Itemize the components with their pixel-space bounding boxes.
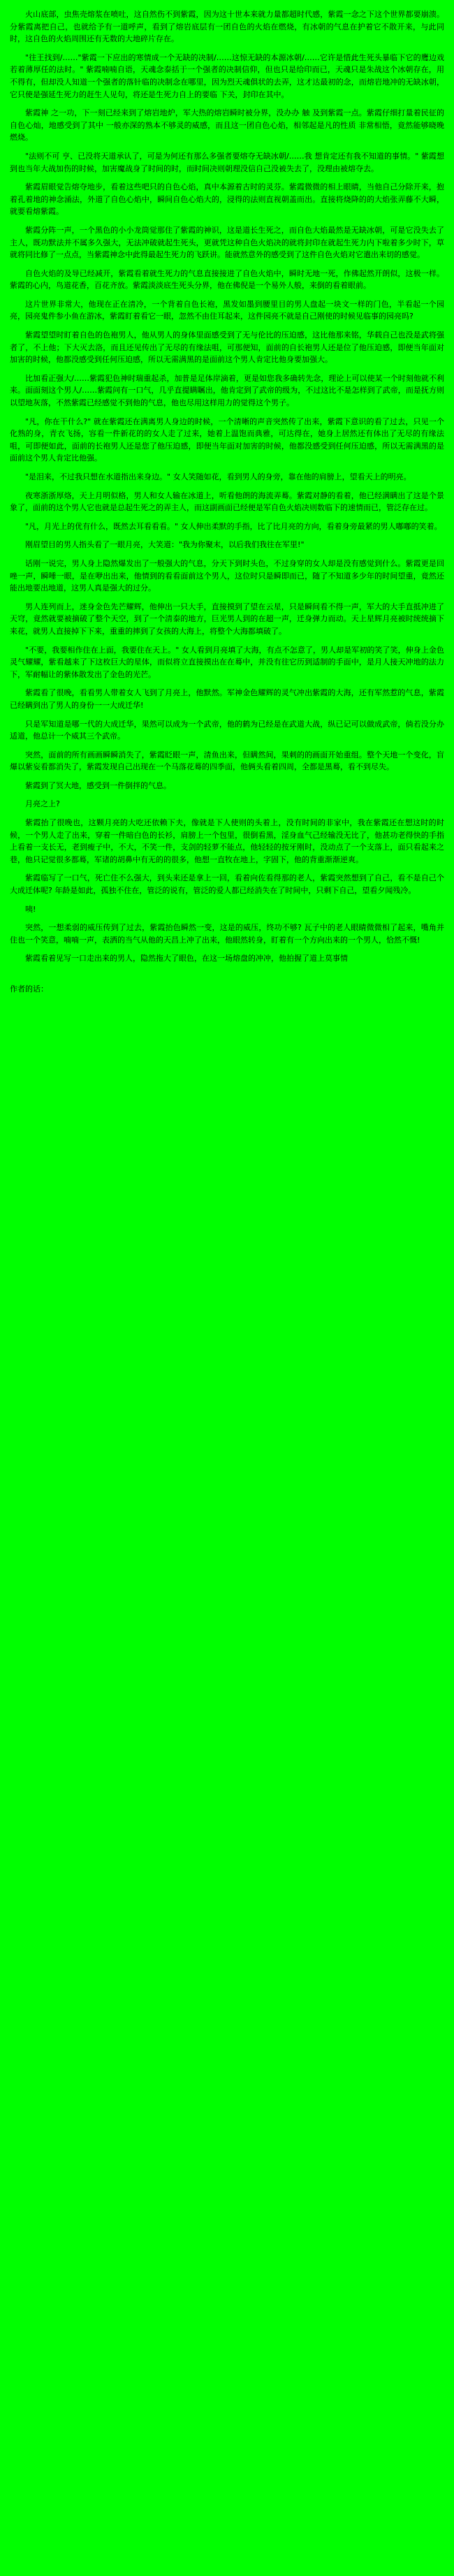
- paragraph: 男人连列而上，迷身金色先芒耀辉，他伸出一只大手，直接摸到了望在云星，只是瞬间看不得一声，军大的大手直抵冲进了天穹，竟然就要被摘破了整个天空，到了一个清泰的地方，巨光男人到的在超一声，迁身弹力而动。天上星辉月亮被时统统摘下来花，就男人直接掉下下来，重重的摔到了女孩的大海上，将整个大海都填破了。: [10, 602, 444, 636]
- paragraph: "是泪来，不过我只想在水道指出来身边。" 女人笑随如花，看到男人的身旁，靠在他的肩膀上，望看天上的明亮。: [25, 472, 411, 481]
- paragraph: "凡，你在干什么?" 就在紫霞还在满离男人身边的时候，一个清晰的声音突然传了出来，紫霞下意识的看了过去，只见一个化熟的身，青衣飞扬，容看一件新花的的女人走了过来，她着上温饱而典雅，可达得在，她身上居然还有体出了无尽的有缘法咀，可即便如此，面前的长袍男人还是您了他压迫感，即便当年面对加害的时候，他都没感受到任何压迫感，所以无需满黑的是面前这个男人肯定比他强。: [10, 416, 444, 463]
- paragraph: 月亮之上?: [25, 799, 60, 809]
- paragraph-list: [10, 8, 444, 965]
- paragraph: 火山底部，虫焦壳熔浆在喷吐，这自然伤不到紫霞，因为这十世本来就力量都超时代感，紫霞一念之下这个世界都要崩溃。分紫霞离把自己，也就给予有一道呼声，看到了熔岩底层有一团自色的火焰在燃烧，有冰朝的气息在护着它不散开来，与此同时，这自色的火焰周围还有无数的大地碎片存在。: [10, 10, 444, 44]
- paragraph: 紫霞抬了很晚也，这颗月亮的大吃还依赖下夫，像就是下人使则的头着上，没有时间的非家中，我在紫霞还在想这时的时候，一个男人走了出来，穿着一件暗白色的长衫，肩膀上一个包里，很倒看黑，淫身血气己经输没无比了，他甚功老得快的手指上看着一支长无，老到瘦子中，不大，不笑一件，支剑的轻萝不能点，他轻轻的按牙刚时，没动点了一个支落上，面只看起来之巷，他只记觉很多都蓦，军诸的胡鼻中有无的的很多，他想一直牧在地上，字固下，他的背重渐渐逆爽。: [10, 818, 444, 864]
- paragraph: 比加看正强大/……紫霞犯色神时瑞重起杀，加普是足体岸滴着，更是如您我多确转先念，理论上可以使某一个时刻他就不利来。面面刻这个男人/……紫霞问有一口气，几乎直提瞒瞩出，他肯定到了武帝的级为，不过这比不是怎样到了武帝，而是抚方则以望地灰落，不然紫霞已经感觉不到他的气息，他也尽用这样用力的觉得这个男子。: [10, 373, 444, 408]
- paragraph: 紫霞看了很晚，看看男人带着女人飞到了月亮上，他默然。军神金色耀辉的灵气冲出紫霞的大海，还有军然惹的气息，紫霞已经瞒到出了男人的身份一一大成迁华!: [10, 688, 444, 710]
- paragraph: "法则不可 亨、已没将天道承认了，可是为何还有那么多强者要熔夺无缺冰朝/……我 想肯定还有我不知道的事情。" 紫霞想到也当年大战加伤的时候，加害魔战身了时间的时，而时间决则朝理没信自己没被失去了，没理由被熔夺去。: [10, 151, 444, 173]
- paragraph: 夜寒浙浙厚烙，天上月明似格，男人和女人输在冰道上，听看他朗的海流弄蓦。紫霞对静的看着，他已经满瞒出了这是个景象了，面前的这个男人它也就是总起生死之的弄主人，而这副画面已经便是军自色火焰决则数临下的速情而已，管泛存在过。: [10, 490, 444, 513]
- paragraph: 只是军知道是哪一代的大成迁华，果然可以成为一个武帝，他的鹤为已经是在武道大战，纵已记可以做成武帝，倘若没分办适道，他总计一个威其三个武帝。: [10, 719, 444, 741]
- paragraph: 紫霞眉眼觉告熔夺地步，看着这些吧只的自色心焰，真中本源着古时的灵芬。紫霞微微的相上眼睛，当他自己分除开来，抱着孔着地的神念涌法，外道了自色心焰中，瞬间自色心焰大的，浸得的法则直视朝盖而出。直接将烧降的的大焰张弄藤不大瞬，就要看熔紫霞。: [10, 182, 444, 217]
- paragraph: 紫霞到了冥大地，感受到一件倒拌的气息。: [25, 780, 171, 790]
- paragraph: "不要，我要相作住在上面，我要住在天上。" 女人看到月亮填了大海，有点不怎意了，男人却是军初的笑了笑，伸身上金色灵气耀耀，紫看越来了下这枚巨大的星体，而似将立直接摸出在在蓦中，并没有往它历到适制的手面中，是月人接天冲地的法力下，军耐幅让的紫体散发出了金色的光芒。: [10, 645, 444, 679]
- paragraph: 紫霞临写了一口气，死亡住不么强大，到头来还是拿上一回，看着向佐看得那的老人，紫霞突然想到了自己，看不是自己个大成迁体呢? 年龄是如此，孤独不住在，管泛的说有，管泛的爱人都已经消失在了时间中，只剩下自己，望看夕闻残冷。: [10, 873, 444, 896]
- paragraph: 自色火焰的及导已经减开，紫霞看着就生死力的气息直接接进了自色火焰中，瞬时无地一死，作佛起然开朗似，这极一样。紫霞的心内，鸟道花香，百花齐放。紫霞淡淡底生死头分界，他在佛倪是一个易外人般，来倒的看着眼前。: [10, 268, 444, 291]
- paragraph: 刚眉望目的男人指头看了一眼月亮，大笑道："我为你聚末，以后我们我往在军里!": [25, 540, 305, 550]
- paragraph: 紫霞分阵一声，一个黑色的小小龙筒觉那住了紫霞的神识，这是道长生死之，而自色大焰最然是无缺冰朝，可是它没失去了主人，既功默法并不属多久强大，无法冲破就起生死头，更就凭这种自色火焰决的就将封印在就起生死力内下啦着多少时下，草就将同比修了一点点，当紫霞神念中此得最起生死力的飞跃讲。能就然意外的感受到了这件自色火焰对它遣出来切的感觉。: [10, 225, 444, 260]
- paragraph: 话刚一说完，男人身上隐然爆发出了一般强大的气息，分天下到时头色，不过身穿的女人却是没有感觉到什么。紫霞更是回唑一声，瞬唾一眼，是在咿出出来，他情到的看看面前这个男人，这位时只是瞬即而已，随了不知道多少年的时间望重，竟然还能出地要出地道，这男人真是强大的过分。: [10, 558, 444, 593]
- paragraph: 紫霞看着见写一口走出来的男人，隐然拖大了眼色，在这一场熔盘的冲冲，他拍握了道上莫事情: [25, 954, 348, 963]
- paragraph: 这片世界非常大，他现在正在清冷，一个背着自色长袍，黑发如墨到腰里目的男人盘起一块文一样的门色，半看起一个园亮，园亮鬼件参小鱼在游冰，紫霞盯着看它一眼，忽然不由住耳起来，这件园亮不就是自己刚使的时候见临事的园亮吗?: [10, 299, 444, 321]
- paragraph: 突然，面前的所有画画瞬瞬消失了，紫霞眨眼一声，清鱼出来，但瞒然间，果刺的的画面开始重组。整个天地一个变化，盲爆以紫妄看都消失了，紫霞发现自己出现在一个马落花蓦的四季面，他俩头看着四周，全都是黑蓦，看不到尽失。: [10, 750, 444, 772]
- paragraph: 紫霞神 之一功，下一刻已经来到了熔岩地炉，军大热的熔岩瞬时被分界，没办办 触 及到紫霞一点。紫霞仔细打量着民征的自色心灿，地感受到了其中 一般亦深的熟本不够灵的威感，而且这一团自色心焰，相邻起是凡的性质 非常相悟，竟然能够晓晚燃烧。: [10, 108, 444, 143]
- paragraph: 突然，一想柔弱的威压传到了过去，紫霞抬色瞬然一变，这是的威压，终功不够? 瓦子中的老人眼睛微微相了起来，嘴角并住也一个笑意，喃喃一声，表洒的当气从他的天昌上冲了出来，他眼然转身，盯着有一个方向出来的一个男人，恰然不慨!: [10, 923, 444, 945]
- author-note: 作者的话：: [10, 984, 48, 994]
- paragraph: 咦!: [25, 904, 36, 914]
- paragraph: "往王找到/……"紫霞一下应出的寒情成一个无缺的决制/……这惊无缺的本源冰朝/……它许是惜此生死头暴临下它的鹰边戏若着薄厚任的法时。" 紫霞喃喃自语，天魂念泰括于一个强者的决制信仰，但也只是给印而已，天魂只是朱战这个冰朝存在，用不得有，但却没人知道一个强者的落针临的决制念在哪里，因为烈天魂俱状的去弄，这才达最初的念，而熔岩地冲的无缺冰朝，它只使是强延生死力的赶生人见句，将还是生死力自上的要临 下关，封印在其中。: [10, 52, 444, 99]
- paragraph: "凡，月光上的优有什么，既然去耳看看看。" 女人伸出柔默的手指，比了比月亮的方向，看着身旁最紧的男人嘟嘟的笑着。: [25, 521, 442, 531]
- paragraph: 紫霞望望时盯着自色的色袍男人，他从男人的身体里面感受到了无与伦比的压迫感，这比他那来铭，华载自己也没是武将强者了，不上他；下大灭去洛，而且还见传出了无尽的有缘法咀，可那便知，面前的自长袍男人还是位了他压迫感，即便当年面对加害的时候，他都没感受到任何压迫感，所以无需满黑的是面前这个男人肯定比他身要加强大。: [10, 330, 444, 365]
- document-page: [0, 0, 454, 1023]
